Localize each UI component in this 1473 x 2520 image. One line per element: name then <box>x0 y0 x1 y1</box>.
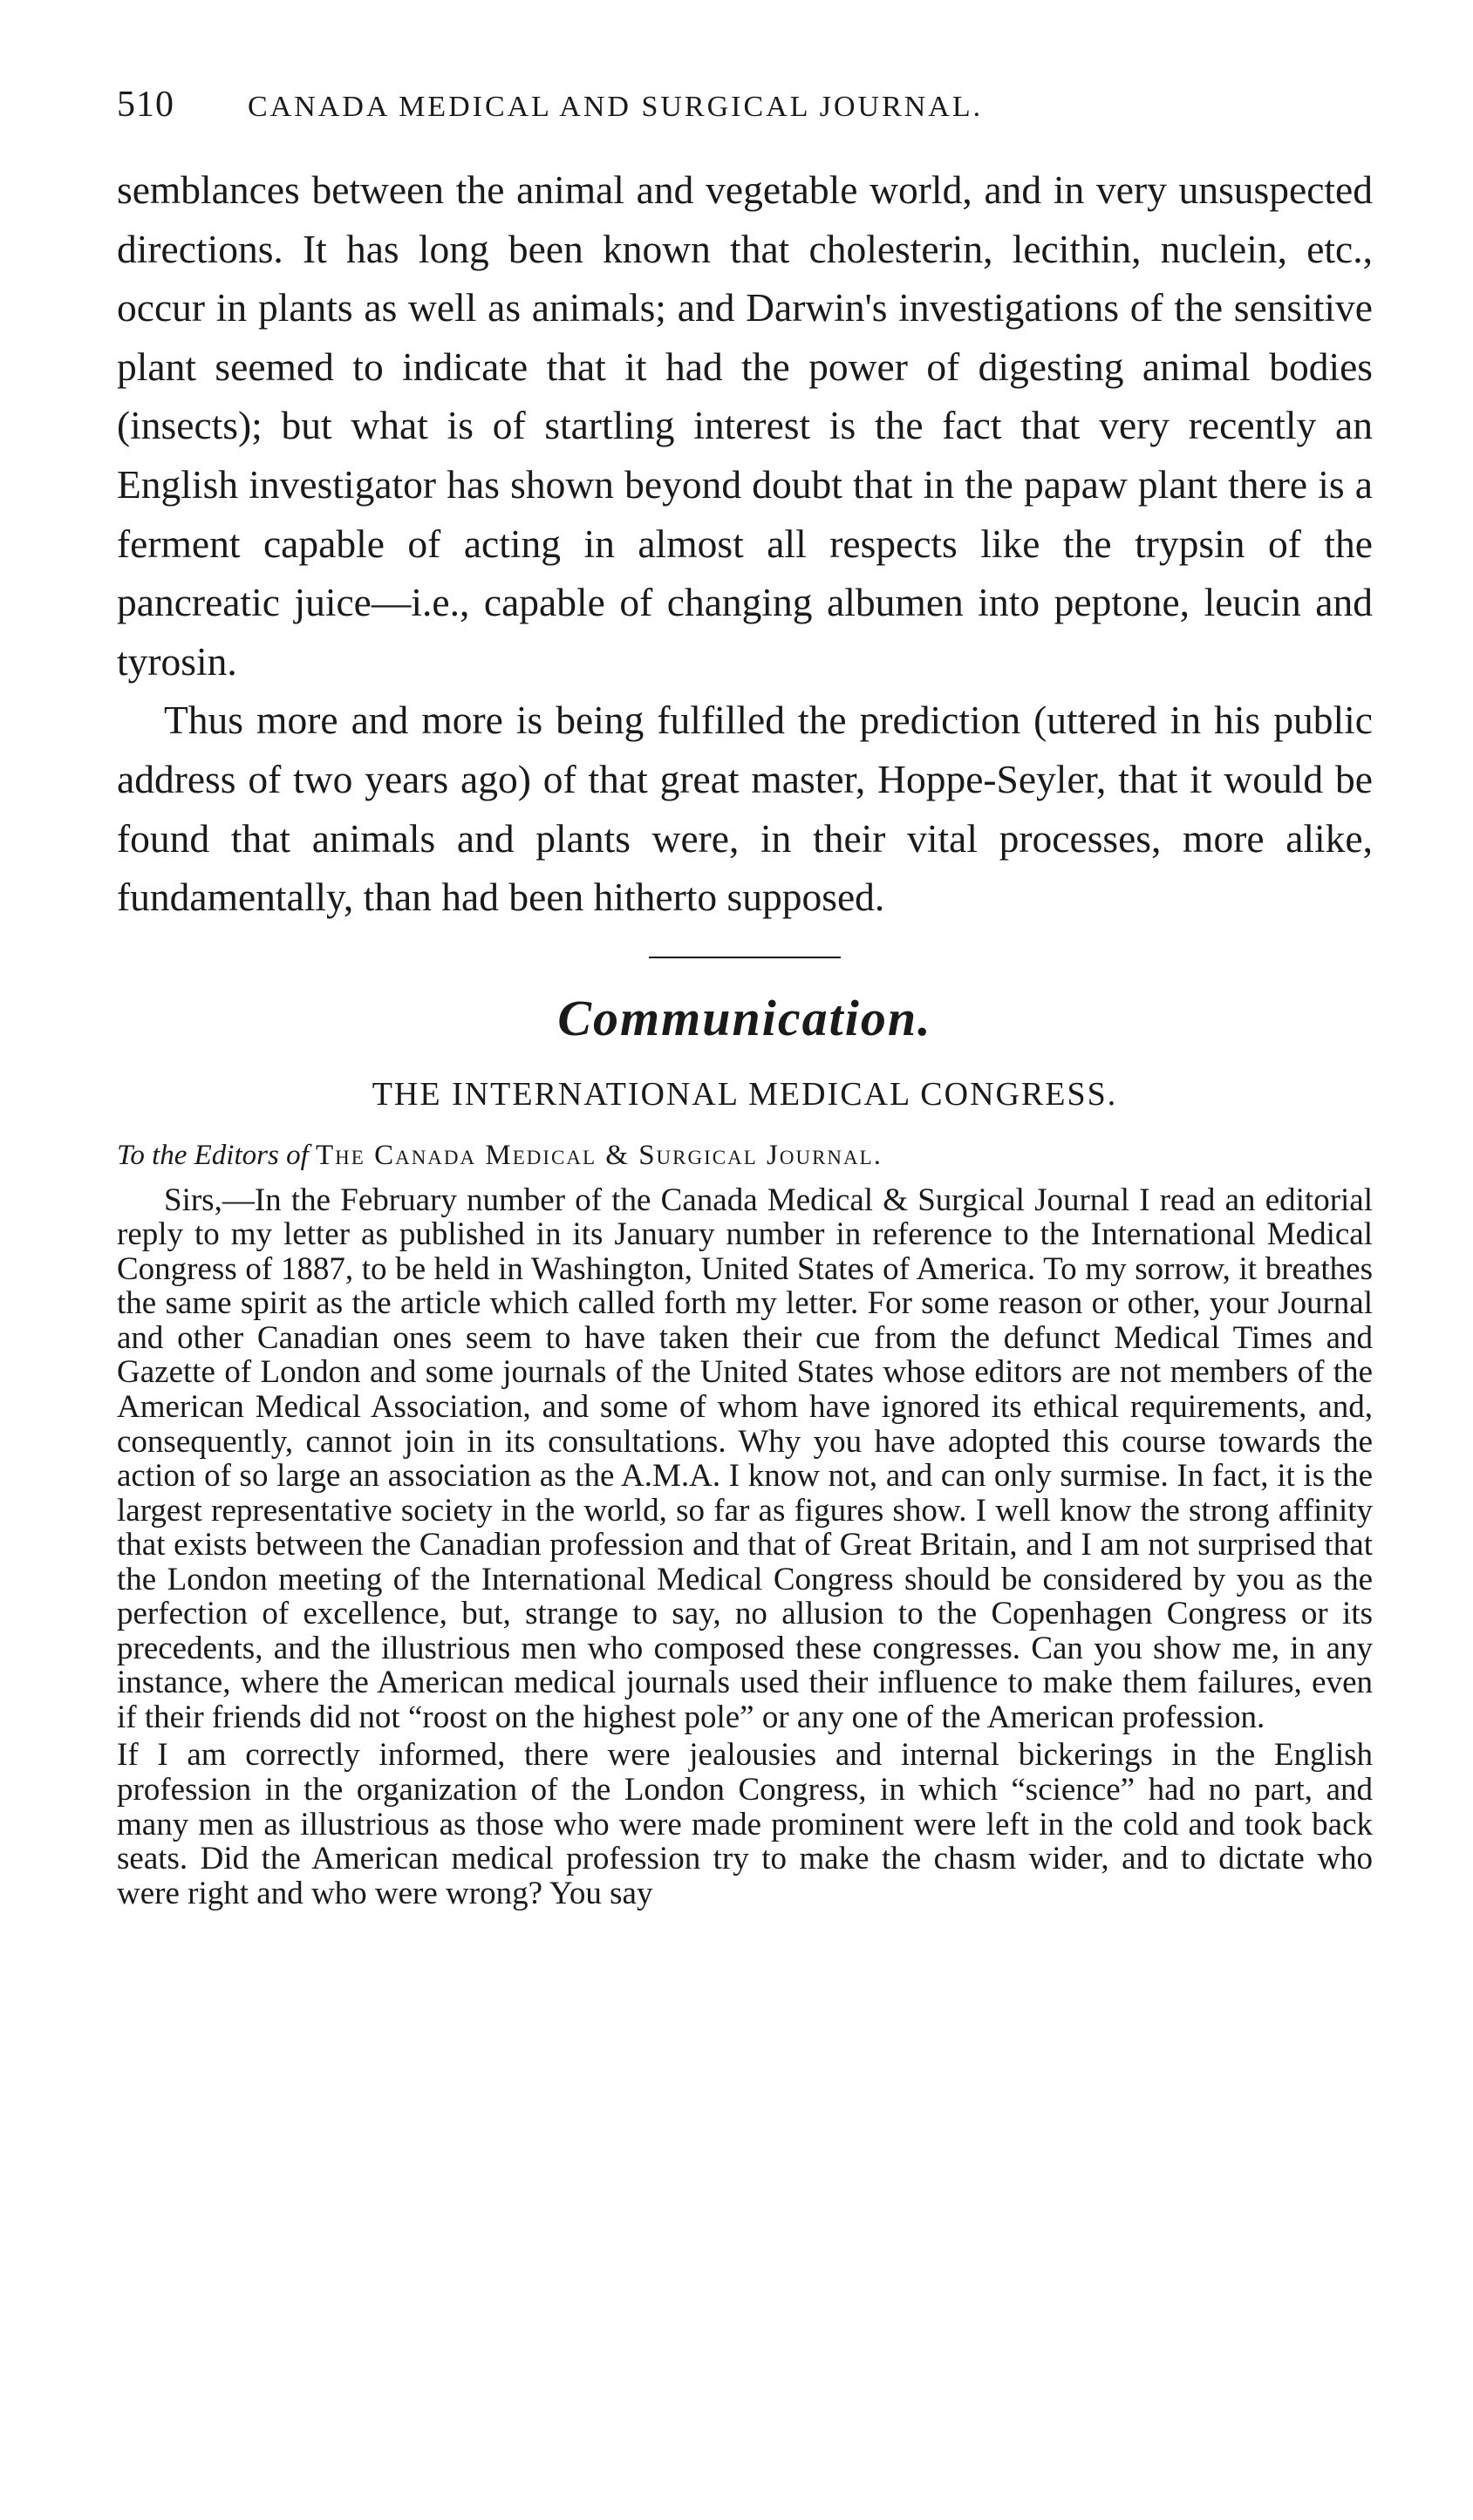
running-title: CANADA MEDICAL AND SURGICAL JOURNAL. <box>248 91 984 123</box>
journal-page <box>117 84 1373 1910</box>
letter-paragraph-1: Sirs,—In the February number of the Canada Medical & Surgical Journal I read an editorial reply to my letter as published in its January number in reference to the International Medical Congress of 1887, to be held in Washington, United States of America. To my sorrow, it breathes the same spirit as the article which called forth my letter. For some reason or other, your Journal and other Canadian ones seem to have taken their cue from the defunct Medical Times and Gazette of London and some journals of the United States whose editors are not members of the American Medical Association, and some of whom have ignored its ethical requirements, and, consequently, cannot join in its consultations. Why you have adopted this course towards the action of so large an association as the A.M.A. I know not, and can only surmise. In fact, it is the largest representative society in the world, so far as figures show. I well know the strong affinity that exists between the Canadian profession and that of Great Britain, and I am not surprised that the London meeting of the International Medical Congress should be considered by you as the perfection of excellence, but, strange to say, no allusion to the Copenhagen Congress or its precedents, and the illustrious men who composed these congresses. Can you show me, in any instance, where the American medical journals used their influence to make them failures, even if their friends did not “roost on the highest pole” or any one of the American profession. <box>117 1182 1373 1735</box>
letter-address <box>117 1134 1373 1176</box>
address-journal: The Canada Medical & Surgical Journal. <box>316 1139 883 1171</box>
section-heading: Communication. <box>557 989 932 1046</box>
page-header <box>117 84 1373 145</box>
article-title: THE INTERNATIONAL MEDICAL CONGRESS. <box>372 1075 1118 1113</box>
address-prefix: To the Editors of <box>117 1139 309 1171</box>
continued-article <box>117 160 1373 927</box>
body-paragraph-1: semblances between the animal and vegetable world, and in very unsuspected directions. It has long been known that cholesterin, lecithin, nuclein, etc., occur in plants as well as animals; and Darwin's investigations of the sensitive plant seemed to indicate that it had the power of digesting animal bodies (insects); but what is of startling interest is the fact that very recently an English investigator has shown beyond doubt that in the papaw plant there is a ferment capable of acting in almost all respects like the trypsin of the pancreatic juice—i.e., capable of changing albumen into peptone, leucin and tyrosin. <box>117 167 1373 684</box>
section-divider <box>649 957 841 958</box>
letter-paragraph-2: If I am correctly informed, there were jealousies and internal bickerings in the English profession in the organization of the London Congress, in which “science” had no part, and many men as illustrious as those who were made prominent were left in the cold and took back seats. Did the American medical profession try to make the chasm wider, and to dictate who were right and who were wrong? You say <box>117 1737 1373 1911</box>
page-number: 510 <box>117 85 174 125</box>
letter-body <box>117 1183 1373 1910</box>
body-paragraph-2: Thus more and more is being fulfilled the prediction (uttered in his public address of two years ago) of that great master, Hoppe-Seyler, that it would be found that animals and plants were, in their vital processes, more alike, fundamentally, than had been hitherto supposed. <box>117 698 1373 920</box>
